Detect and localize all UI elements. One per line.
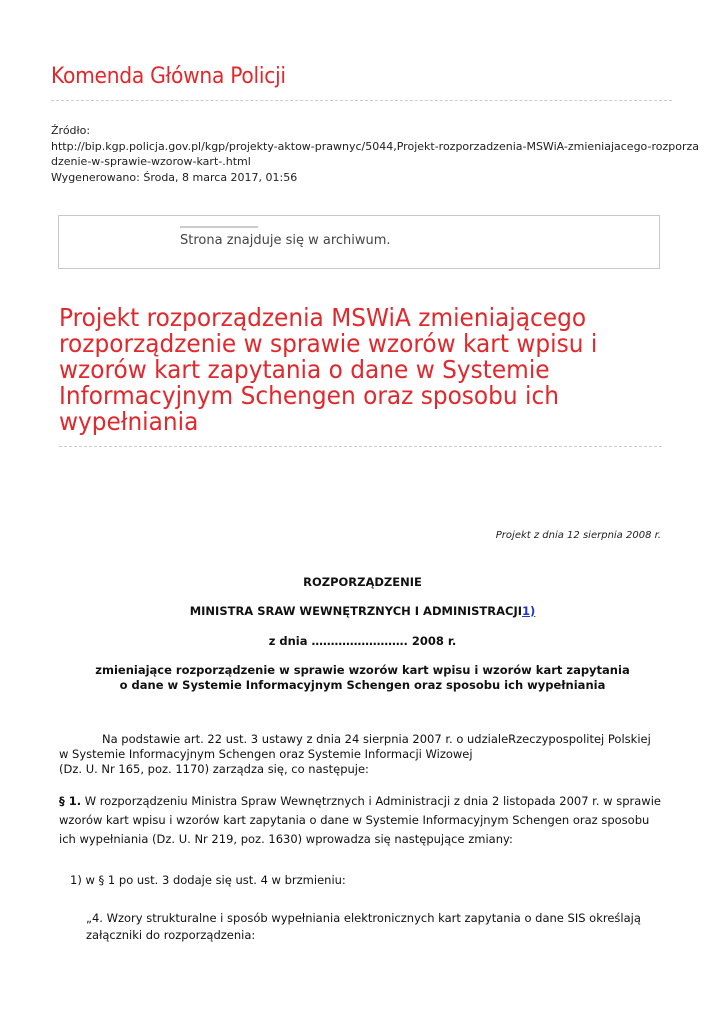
subject (0, 663, 725, 693)
date-line: z dnia ……………………. 2008 r. (268, 634, 457, 648)
paragraph-1-line2: wzorów kart wpisu i wzorów kart zapytania o dane w Systemie Informacyjnym Schengen oraz sposobu (59, 813, 650, 827)
subject-line1: zmieniające rozporządzenie w sprawie wzorów kart wpisu i wzorów kart zapytania (95, 663, 630, 677)
regulation-heading: ROZPORZĄDZENIE (303, 575, 422, 589)
source-label: Źródło: (51, 124, 91, 137)
archive-notice-box (58, 215, 660, 269)
site-title: Komenda Główna Policji (51, 64, 286, 89)
generated-date: Wygenerowano: Środa, 8 marca 2017, 01:56 (51, 170, 298, 184)
list-item-1: 1) w § 1 po ust. 3 dodaje się ust. 4 w brzmieniu: (70, 873, 346, 887)
preamble (59, 732, 679, 777)
paragraph-1-line3: ich wypełniania (Dz. U. Nr 219, poz. 1630) wprowadza się następujące zmiany: (59, 832, 513, 846)
footnote-link[interactable]: 1) (522, 604, 536, 618)
source-info (51, 123, 699, 185)
header-divider (51, 100, 672, 101)
title-divider (59, 446, 662, 447)
document-title: Projekt rozporządzenia MSWiA zmieniającego rozporządzenie w sprawie wzorów kart wpisu i wzorów kart zapytania o dane w Systemie Informacyjnym Schengen oraz sposobu ich wypełniania (59, 303, 598, 436)
subject-line2: o dane w Systemie Informacyjnym Schengen oraz sposobu ich wypełniania (119, 678, 606, 692)
source-url-line2[interactable]: dzenie-w-sprawie-wzorow-kart-.html (51, 155, 251, 168)
preamble-line2: w Systemie Informacyjnym Schengen oraz Systemie Informacji Wizowej (59, 747, 473, 761)
quoted-text (86, 910, 666, 944)
quoted-line2: załączniki do rozporządzenia: (86, 928, 256, 942)
archive-notice-text: Strona znajduje się w archiwum. (180, 233, 391, 248)
ministry-name: MINISTRA SRAW WEWNĘTRZNYCH I ADMINISTRACJI (189, 604, 523, 618)
paragraph-1 (59, 792, 669, 849)
paragraph-1-label: § 1. (59, 794, 82, 808)
archive-notice-bar (180, 226, 258, 228)
project-date: Projekt z dnia 12 sierpnia 2008 r. (495, 530, 661, 541)
quoted-line1: „4. Wzory strukturalne i sposób wypełniania elektronicznych kart zapytania o dane SIS określają (86, 911, 641, 925)
preamble-line3: (Dz. U. Nr 165, poz. 1170) zarządza się, co następuje: (59, 762, 369, 776)
preamble-line1: Na podstawie art. 22 ust. 3 ustawy z dnia 24 sierpnia 2007 r. o udzialeRzeczypospolitej Polskiej (102, 732, 651, 746)
source-url-line1[interactable]: http://bip.kgp.policja.gov.pl/kgp/projekty-aktow-prawnyc/5044,Projekt-rozporzadzenia-MSWiA-zmieniajacego-rozporza (51, 139, 699, 153)
ministry-line (0, 604, 725, 618)
paragraph-1-line1: W rozporządzeniu Ministra Spraw Wewnętrznych i Administracji z dnia 2 listopada 2007 r. w sprawie (81, 794, 661, 808)
